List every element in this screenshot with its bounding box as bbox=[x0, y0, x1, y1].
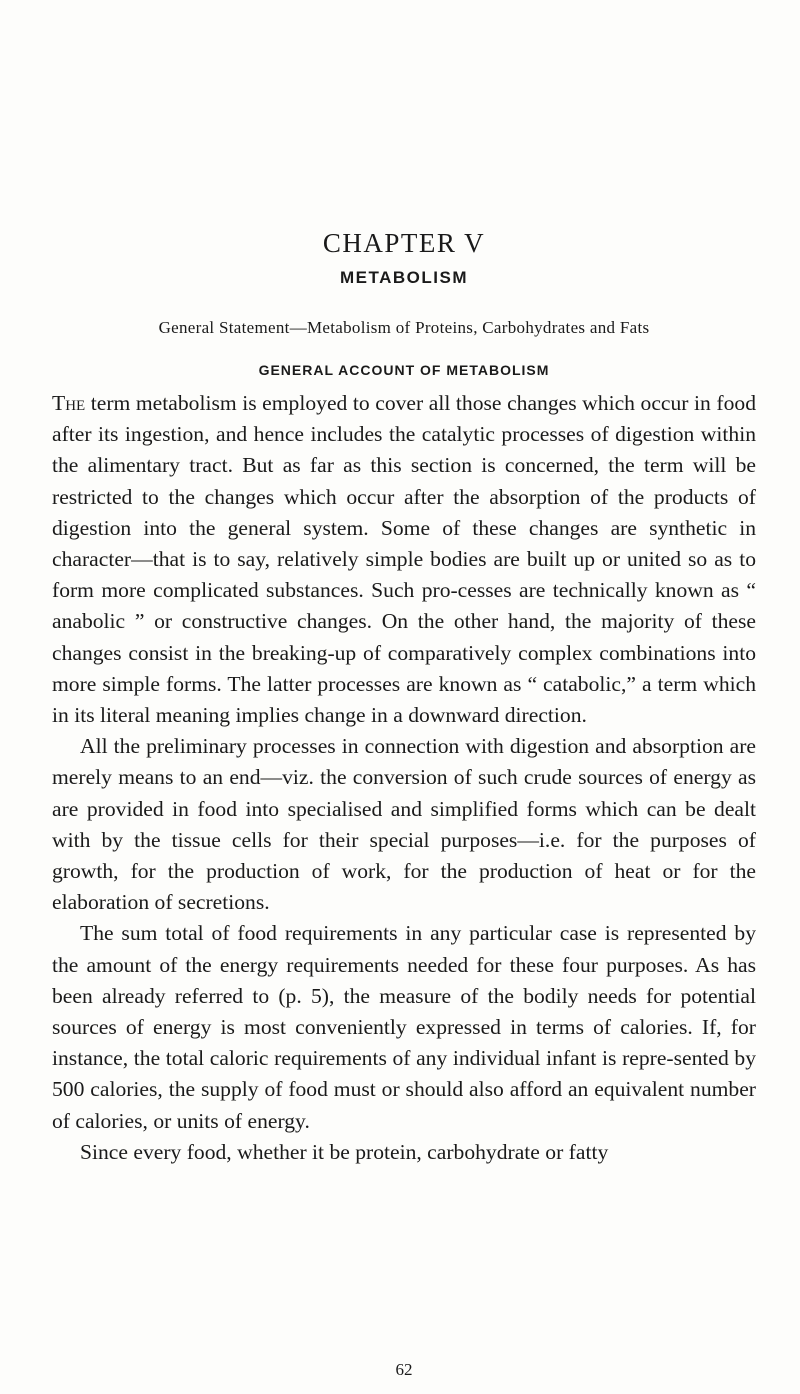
chapter-subtitle: General Statement—Metabolism of Proteins, Carbohydrates and Fats bbox=[158, 318, 650, 337]
body-text bbox=[52, 388, 756, 1168]
chapter-heading: CHAPTER V bbox=[322, 228, 486, 258]
paragraph-4: Since every food, whether it be protein, carbohydrate or fatty bbox=[80, 1139, 609, 1164]
paragraph-3: The sum total of food requirements in any particular case is represented by the amount of the energy requirements needed for these four purposes. As has been already referred to (p. 5), the measure of the bodily needs for potential sources of energy is most conveniently expressed in terms of calories. If, for instance, the total caloric requirements of any individual infant is repre-sented by 500 calories, the supply of food must or should also afford an equivalent number of calories, or units of energy. bbox=[52, 921, 756, 1133]
paragraph-text: term metabolism is employed to cover all those changes which occur in food after its ingestion, and hence includes the catalytic processes of digestion within the alimentary tract. But as far as this section is concerned, the term will be restricted to the changes which occur after the absorption of the products of digestion into the general system. Some of these changes are synthetic in character—that is to say, relatively simple bodies are built up or united so as to form more complicated substances. Such pro-cesses are technically known as “ anabolic ” or constructive changes. On the other hand, the majority of these changes consist in the breaking-up of comparatively complex combinations into more simple forms. The latter processes are known as “ catabolic,” a term which in its literal meaning implies change in a downward direction. bbox=[52, 391, 756, 728]
paragraph-2: All the preliminary processes in connection with digestion and absorption are merely means to an end—viz. the conversion of such crude sources of energy as are provided in food into specialised and simplified forms which can be dealt with by the tissue cells for their special purposes—i.e. for the purposes of growth, for the production of work, for the production of heat or for the elaboration of secretions. bbox=[52, 734, 756, 915]
page-number: 62 bbox=[395, 1360, 413, 1379]
paragraph-1 bbox=[52, 388, 756, 731]
chapter-title: METABOLISM bbox=[339, 268, 468, 287]
paragraph-lead-word: The bbox=[52, 391, 86, 415]
section-heading: GENERAL ACCOUNT OF METABOLISM bbox=[258, 362, 550, 378]
book-page bbox=[52, 0, 756, 1394]
